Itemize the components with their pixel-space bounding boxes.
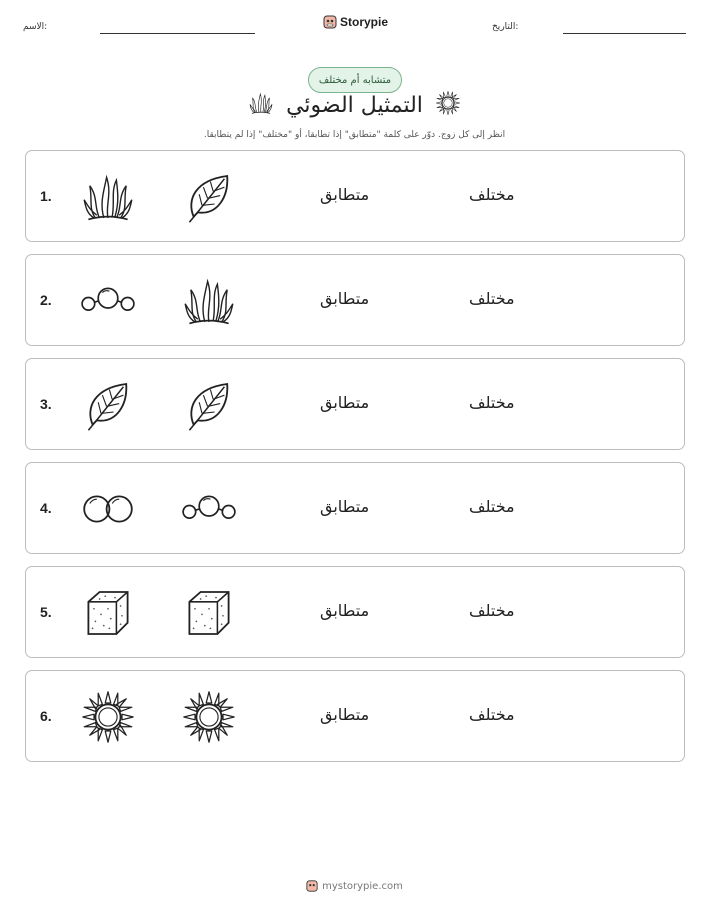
- mascot-icon: [306, 879, 318, 893]
- molecule-icon: [181, 481, 237, 537]
- option-same[interactable]: متطابق: [320, 185, 370, 204]
- question-number: 5.: [40, 604, 52, 620]
- bubbles-icon: [80, 481, 136, 537]
- seaweed-icon: [80, 169, 136, 225]
- seaweed-icon: [181, 273, 237, 329]
- worksheet-type-badge: متشابه أم مختلف: [308, 67, 402, 93]
- question-number: 4.: [40, 500, 52, 516]
- option-different[interactable]: مختلف: [469, 705, 515, 724]
- footer: [0, 879, 709, 893]
- option-same[interactable]: متطابق: [320, 705, 370, 724]
- brand-name: Storypie: [340, 15, 389, 29]
- sun-icon: [80, 689, 136, 745]
- option-same[interactable]: متطابق: [320, 289, 370, 308]
- question-number: 2.: [40, 292, 52, 308]
- leaf-icon: [181, 377, 237, 433]
- option-different[interactable]: مختلف: [469, 185, 515, 204]
- title-row: [0, 90, 709, 120]
- sun-icon: [181, 689, 237, 745]
- option-different[interactable]: مختلف: [469, 289, 515, 308]
- question-number: 1.: [40, 188, 52, 204]
- option-different[interactable]: مختلف: [469, 497, 515, 516]
- page-title: التمثيل الضوئي: [286, 92, 423, 118]
- date-label: التاريخ:: [492, 22, 519, 32]
- question-row: [25, 670, 685, 762]
- question-row: [25, 254, 685, 346]
- leaf-icon: [181, 169, 237, 225]
- brand-logo: [323, 14, 388, 30]
- name-label: الاسم:: [23, 22, 48, 32]
- date-field-line[interactable]: [563, 33, 686, 34]
- question-row: [25, 462, 685, 554]
- leaf-icon: [80, 377, 136, 433]
- option-different[interactable]: مختلف: [469, 601, 515, 620]
- molecule-icon: [80, 273, 136, 329]
- sun-icon: [435, 90, 461, 120]
- question-row: [25, 566, 685, 658]
- name-field-line[interactable]: [100, 33, 255, 34]
- option-different[interactable]: مختلف: [469, 393, 515, 412]
- question-number: 3.: [40, 396, 52, 412]
- sugar-cube-icon: [80, 585, 136, 641]
- footer-url[interactable]: mystorypie.com: [322, 880, 403, 892]
- seaweed-icon: [248, 90, 274, 120]
- option-same[interactable]: متطابق: [320, 393, 370, 412]
- instructions: انظر إلى كل زوج. دوّر على كلمة "متطابق" إذا تطابقا، أو "مختلف" إذا لم يتطابقا.: [203, 130, 506, 140]
- question-number: 6.: [40, 708, 52, 724]
- option-same[interactable]: متطابق: [320, 601, 370, 620]
- question-row: [25, 150, 685, 242]
- question-row: [25, 358, 685, 450]
- sugar-cube-icon: [181, 585, 237, 641]
- mascot-icon: [323, 14, 337, 30]
- option-same[interactable]: متطابق: [320, 497, 370, 516]
